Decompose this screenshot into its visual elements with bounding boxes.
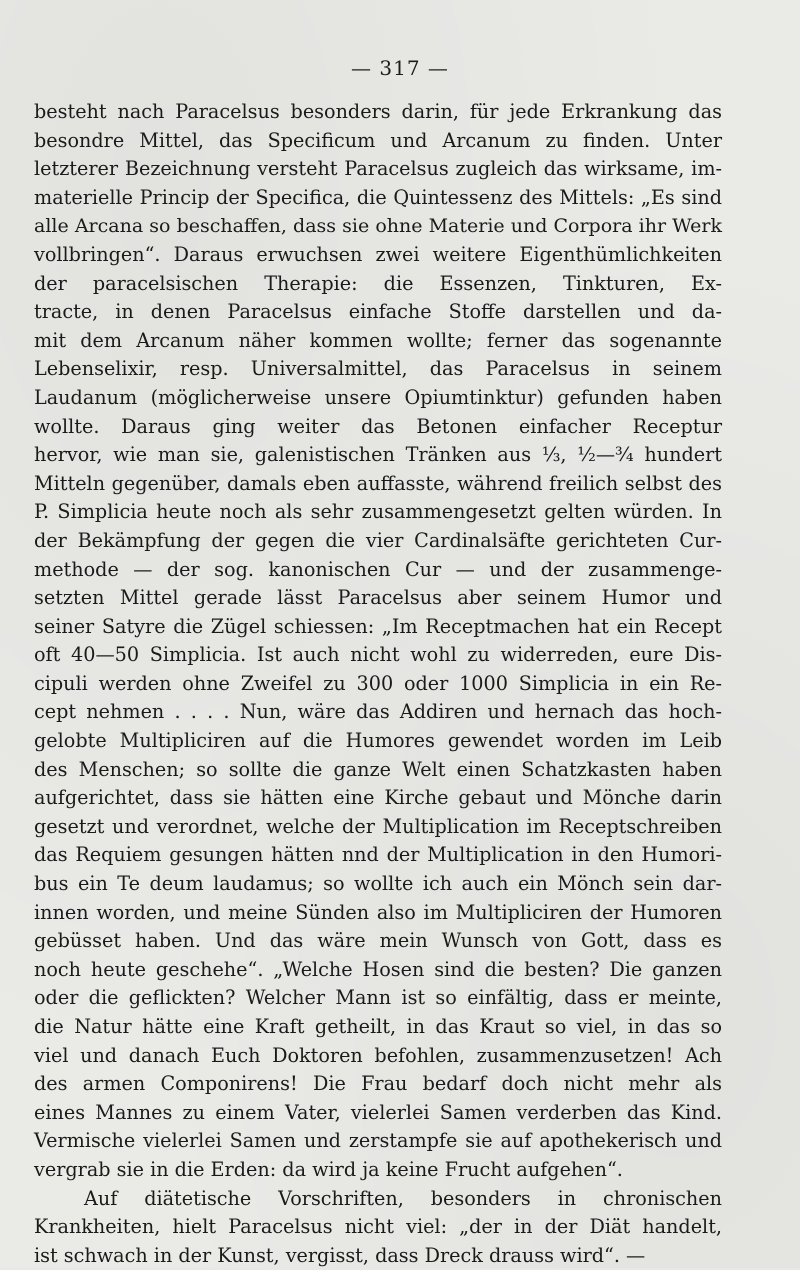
text-line: hervor, wie man sie, galenistischen Tränken aus ⅓, ½—¾ hundert [34, 443, 722, 467]
text-line: Krankheiten, hielt Paracelsus nicht viel: „der in der Diät handelt, [34, 1215, 722, 1239]
text-line: viel und danach Euch Doktoren befohlen, zusammenzusetzen! Ach [34, 1043, 722, 1067]
text-line: eines Mannes zu einem Vater, vielerlei Samen verderben das Kind. [34, 1100, 722, 1124]
text-line: Auf diätetische Vorschriften, besonders in chronischen [84, 1186, 722, 1210]
body-text [34, 98, 722, 1270]
text-line: gesetzt und verordnet, welche der Multiplication im Receptschreiben [34, 814, 722, 838]
text-line: innen worden, und meine Sünden also im Multipliciren der Humoren [34, 900, 722, 924]
text-line: vergrab sie in die Erden: da wird ja keine Frucht aufgehen“. [34, 1157, 623, 1181]
text-line: der Bekämpfung der gegen die vier Cardinalsäfte gerichteten Cur- [34, 528, 722, 552]
text-line: cept nehmen . . . . Nun, wäre das Addiren und hernach das hoch- [34, 700, 722, 724]
text-line: besteht nach Paracelsus besonders darin, für jede Erkrankung das [34, 100, 722, 123]
text-line: aufgerichtet, dass sie hätten eine Kirche gebaut und Mönche darin [34, 786, 722, 810]
text-line: vollbringen“. Daraus erwuchsen zwei weitere Eigenthümlichkeiten [34, 242, 722, 266]
text-line: mit dem Arcanum näher kommen wollte; ferner das sogenannte [34, 328, 722, 352]
text-line: des armen Componirens! Die Frau bedarf doch nicht mehr als [34, 1072, 722, 1096]
text-line: tracte, in denen Paracelsus einfache Stoffe darstellen und da- [34, 300, 722, 324]
text-line: bus ein Te deum laudamus; so wollte ich auch ein Mönch sein dar- [34, 872, 722, 896]
text-line: die Natur hätte eine Kraft getheilt, in das Kraut so viel, in das so [34, 1015, 722, 1038]
text-line: Mitteln gegenüber, damals eben auffasste, während freilich selbst des [34, 471, 722, 495]
text-line: Lebenselixir, resp. Universalmittel, das Paracelsus in seinem [34, 357, 722, 381]
text-line: Vermische vielerlei Samen und zerstampfe sie auf apothekerisch und [34, 1129, 722, 1153]
text-line: materielle Princip der Specifica, die Quintessenz des Mittels: „Es sind [34, 185, 722, 209]
page-number: — 317 — [351, 56, 449, 80]
text-line: gebüsset haben. Und das wäre mein Wunsch von Gott, dass es [34, 929, 722, 953]
text-line: P. Simplicia heute noch als sehr zusammengesetzt gelten würden. In [34, 500, 722, 524]
text-line: letzterer Bezeichnung versteht Paracelsus zugleich das wirksame, im- [34, 157, 722, 181]
text-line: Laudanum (möglicherweise unsere Opiumtinktur) gefunden haben [34, 385, 722, 409]
text-line: seiner Satyre die Zügel schiessen: „Im Receptmachen hat ein Recept [34, 614, 722, 638]
text-line: noch heute geschehe“. „Welche Hosen sind die besten? Die ganzen [34, 957, 722, 981]
text-line: wollte. Daraus ging weiter das Betonen einfacher Receptur [34, 414, 722, 438]
text-line: cipuli werden ohne Zweifel zu 300 oder 1000 Simplicia in ein Re- [34, 671, 722, 695]
text-line: des Menschen; so sollte die ganze Welt einen Schatzkasten haben [34, 757, 722, 781]
text-line: oder die geflickten? Welcher Mann ist so einfältig, dass er meinte, [34, 986, 722, 1010]
text-line: der paracelsischen Therapie: die Essenzen, Tinkturen, Ex- [34, 271, 722, 295]
text-line: das Requiem gesungen hätten nnd der Multiplication in den Humori- [34, 843, 722, 867]
text-line: ist schwach in der Kunst, vergisst, dass Dreck drauss wird“. — [34, 1243, 646, 1267]
text-line: gelobte Multipliciren auf die Humores gewendet worden im Leib [34, 729, 722, 753]
text-line: besondre Mittel, das Specificum und Arcanum zu finden. Unter [34, 128, 722, 152]
text-line: alle Arcana so beschaffen, dass sie ohne Materie und Corpora ihr Werk [34, 215, 722, 238]
text-line: oft 40—50 Simplicia. Ist auch nicht wohl zu widerreden, eure Dis- [34, 643, 722, 667]
text-line: setzten Mittel gerade lässt Paracelsus aber seinem Humor und [34, 586, 722, 610]
text-line: methode — der sog. kanonischen Cur — und der zusammenge- [34, 557, 722, 581]
